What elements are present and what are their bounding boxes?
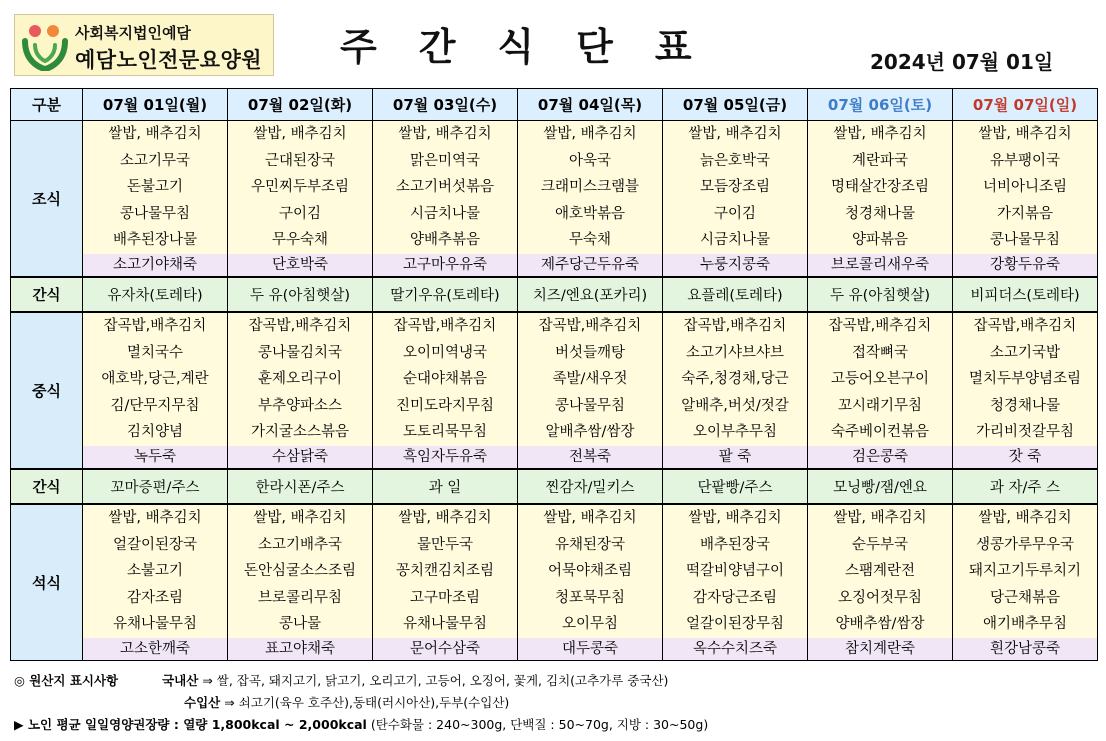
snack-item: 유자차(토레타) bbox=[83, 277, 228, 312]
org-name-line1: 사회복지법인예담 bbox=[75, 24, 191, 42]
menu-item: 도토리묵무침 bbox=[402, 424, 488, 441]
menu-item: 콩나물무침 bbox=[119, 205, 191, 222]
menu-item: 콩나물김치국 bbox=[257, 344, 343, 361]
porridge-item: 고구마우유죽 bbox=[373, 254, 517, 276]
menu-item: 고구마조림 bbox=[409, 589, 481, 606]
breakfast-cell bbox=[373, 121, 518, 277]
menu-item: 오이부추무침 bbox=[692, 424, 778, 441]
menu-item: 숙주,청경채,당근 bbox=[681, 371, 789, 388]
menu-item: 청포묵무침 bbox=[554, 589, 626, 606]
day-header-row bbox=[11, 89, 1098, 121]
lunch-cell bbox=[518, 312, 663, 469]
afternoon-snack-row bbox=[11, 469, 1098, 504]
menu-item: 애호박,당근,계란 bbox=[101, 371, 209, 388]
menu-item: 꼬시래기무침 bbox=[837, 397, 923, 414]
snack-label: 간식 bbox=[11, 277, 83, 312]
menu-item: 쌀밥, 배추김치 bbox=[833, 509, 927, 526]
footer-notes bbox=[14, 670, 1094, 736]
lunch-cell bbox=[228, 312, 373, 469]
menu-item: 숙주베이컨볶음 bbox=[830, 424, 930, 441]
menu-item: 순대야채볶음 bbox=[402, 371, 488, 388]
page-title: 주간식단표 bbox=[340, 25, 734, 69]
menu-item: 배추된장국 bbox=[699, 536, 771, 553]
day-header: 07월 04일(목) bbox=[518, 89, 663, 121]
day-header: 07월 05일(금) bbox=[663, 89, 808, 121]
breakfast-cell bbox=[953, 121, 1098, 277]
lunch-row bbox=[11, 312, 1098, 469]
menu-item: 소고기샤브샤브 bbox=[685, 344, 785, 361]
menu-item: 스팸계란전 bbox=[844, 563, 916, 580]
snack-item: 두 유(아침햇살) bbox=[808, 277, 953, 312]
menu-item: 가지볶음 bbox=[996, 205, 1054, 222]
domestic-label: 국내산 bbox=[162, 673, 199, 688]
breakfast-cell bbox=[518, 121, 663, 277]
menu-item: 배추된장나물 bbox=[112, 232, 198, 249]
lunch-cell bbox=[373, 312, 518, 469]
page-date: 2024년 07월 01일 bbox=[870, 50, 1054, 74]
menu-item: 유채된장국 bbox=[554, 536, 626, 553]
menu-item: 쌀밥, 배추김치 bbox=[253, 126, 347, 142]
menu-item: 쌀밥, 배추김치 bbox=[543, 509, 637, 526]
snack-item: 요플레(토레타) bbox=[663, 277, 808, 312]
menu-item: 쌀밥, 배추김치 bbox=[543, 126, 637, 142]
menu-item: 애호박볶음 bbox=[554, 205, 626, 222]
menu-item: 멸치국수 bbox=[126, 344, 184, 361]
porridge-item: 문어수삼죽 bbox=[373, 638, 517, 660]
menu-item: 가리비젓갈무침 bbox=[975, 424, 1075, 441]
menu-item: 쌀밥, 배추김치 bbox=[108, 509, 202, 526]
dinner-cell bbox=[83, 504, 228, 660]
menu-item: 소고기국밥 bbox=[989, 344, 1061, 361]
menu-item: 생콩가루무우국 bbox=[975, 536, 1075, 553]
menu-item: 돈불고기 bbox=[126, 179, 184, 196]
menu-item: 늙은호박국 bbox=[699, 152, 771, 169]
porridge-item: 제주당근두유죽 bbox=[518, 254, 662, 276]
org-logo-icon bbox=[21, 21, 69, 71]
menu-item: 버섯들깨탕 bbox=[554, 344, 626, 361]
breakfast-cell bbox=[228, 121, 373, 277]
menu-item: 족발/새우젓 bbox=[552, 371, 628, 388]
menu-item: 훈제오리구이 bbox=[257, 371, 343, 388]
menu-item: 진미도라지무침 bbox=[395, 397, 495, 414]
category-header: 구분 bbox=[11, 89, 83, 121]
menu-item: 구이김 bbox=[278, 205, 322, 222]
menu-item: 떡갈비양념구이 bbox=[685, 563, 785, 580]
porridge-item: 강황두유죽 bbox=[953, 254, 1097, 276]
menu-item: 모듬장조림 bbox=[699, 179, 771, 196]
lunch-label: 중식 bbox=[11, 312, 83, 469]
menu-item: 쌀밥, 배추김치 bbox=[398, 126, 492, 142]
porridge-item: 표고야채죽 bbox=[228, 638, 372, 660]
menu-item: 맑은미역국 bbox=[409, 152, 481, 169]
day-header: 07월 02일(화) bbox=[228, 89, 373, 121]
porridge-item: 소고기야채죽 bbox=[83, 254, 227, 276]
snack-item: 딸기우유(토레타) bbox=[373, 277, 518, 312]
menu-item: 구이김 bbox=[713, 205, 757, 222]
origin-domestic-row bbox=[14, 670, 1094, 692]
menu-item: 오이미역냉국 bbox=[402, 344, 488, 361]
menu-item: 잡곡밥,배추김치 bbox=[538, 317, 642, 334]
menu-item: 콩나물무침 bbox=[989, 232, 1061, 249]
dinner-cell bbox=[663, 504, 808, 660]
menu-item: 감자당근조림 bbox=[692, 589, 778, 606]
day-header-sunday: 07월 07일(일) bbox=[953, 89, 1098, 121]
porridge-item: 참치계란죽 bbox=[808, 638, 952, 660]
menu-item: 유부팽이국 bbox=[989, 152, 1061, 169]
menu-item: 우민찌두부조림 bbox=[250, 179, 350, 196]
menu-item: 시금치나물 bbox=[409, 205, 481, 222]
menu-item: 알배추쌈/쌈장 bbox=[545, 424, 635, 441]
breakfast-label: 조식 bbox=[11, 121, 83, 277]
menu-item: 소고기버섯볶음 bbox=[395, 179, 495, 196]
menu-item: 근대된장국 bbox=[264, 152, 336, 169]
porridge-item: 전복죽 bbox=[518, 446, 662, 468]
porridge-item: 녹두죽 bbox=[83, 446, 227, 468]
menu-item: 애기배추무침 bbox=[982, 616, 1068, 633]
import-text: ⇒ 쇠고기(육우 호주산),동태(러시아산),두부(수입산) bbox=[224, 695, 510, 710]
menu-item: 브로콜리무침 bbox=[257, 589, 343, 606]
dinner-label: 석식 bbox=[11, 504, 83, 660]
breakfast-cell bbox=[808, 121, 953, 277]
snack-item: 찐감자/밀키스 bbox=[518, 469, 663, 504]
dinner-cell bbox=[373, 504, 518, 660]
menu-item: 어묵야채조림 bbox=[547, 563, 633, 580]
org-name-line2: 예담노인전문요양원 bbox=[75, 48, 263, 72]
menu-item: 멸치두부양념조림 bbox=[968, 371, 1082, 388]
menu-item: 오징어젓무침 bbox=[837, 589, 923, 606]
menu-item: 무우숙채 bbox=[271, 232, 329, 249]
menu-item: 순두부국 bbox=[851, 536, 909, 553]
day-header: 07월 03일(수) bbox=[373, 89, 518, 121]
menu-item: 접작뼈국 bbox=[851, 344, 909, 361]
breakfast-cell bbox=[663, 121, 808, 277]
menu-item: 쌀밥, 배추김치 bbox=[253, 509, 347, 526]
snack-item: 치즈/엔요(포카리) bbox=[518, 277, 663, 312]
menu-item: 크래미스크램블 bbox=[540, 179, 640, 196]
menu-item: 오이무침 bbox=[561, 616, 619, 633]
menu-item: 소불고기 bbox=[126, 563, 184, 580]
snack-item: 단팥빵/주스 bbox=[663, 469, 808, 504]
menu-item: 물만두국 bbox=[416, 536, 474, 553]
menu-item: 양파볶음 bbox=[851, 232, 909, 249]
porridge-item: 누룽지콩죽 bbox=[663, 254, 807, 276]
menu-item: 아욱국 bbox=[568, 152, 612, 169]
menu-item: 고등어오븐구이 bbox=[830, 371, 930, 388]
menu-item: 부추양파소스 bbox=[257, 397, 343, 414]
menu-item: 청경채나물 bbox=[989, 397, 1061, 414]
lunch-cell bbox=[808, 312, 953, 469]
breakfast-row bbox=[11, 121, 1098, 277]
snack-item: 과 자/주 스 bbox=[953, 469, 1098, 504]
menu-item: 잡곡밥,배추김치 bbox=[828, 317, 932, 334]
menu-item: 얼갈이된장무침 bbox=[685, 616, 785, 633]
menu-item: 잡곡밥,배추김치 bbox=[248, 317, 352, 334]
origin-import-row bbox=[14, 692, 1094, 714]
menu-item: 알배추,버섯/젓갈 bbox=[681, 397, 789, 414]
snack-item: 두 유(아침햇살) bbox=[228, 277, 373, 312]
menu-item: 잡곡밥,배추김치 bbox=[683, 317, 787, 334]
menu-item: 명태살간장조림 bbox=[830, 179, 930, 196]
menu-item: 시금치나물 bbox=[699, 232, 771, 249]
porridge-item: 흰강남콩죽 bbox=[953, 638, 1097, 660]
menu-item: 무숙채 bbox=[568, 232, 612, 249]
menu-item: 돈안심굴소스조림 bbox=[243, 563, 357, 580]
snack-item: 비피더스(토레타) bbox=[953, 277, 1098, 312]
menu-item: 쌀밥, 배추김치 bbox=[978, 509, 1072, 526]
dinner-row bbox=[11, 504, 1098, 660]
menu-item: 쌀밥, 배추김치 bbox=[398, 509, 492, 526]
snack-label: 간식 bbox=[11, 469, 83, 504]
weekly-menu-table bbox=[10, 88, 1098, 661]
menu-item: 청경채나물 bbox=[844, 205, 916, 222]
menu-item: 유채나물무침 bbox=[402, 616, 488, 633]
menu-item: 쌀밥, 배추김치 bbox=[108, 126, 202, 142]
porridge-item: 단호박죽 bbox=[228, 254, 372, 276]
menu-item: 당근채볶음 bbox=[989, 589, 1061, 606]
domestic-text: ⇒ 쌀, 잡곡, 돼지고기, 닭고기, 오리고기, 고등어, 오징어, 꽃게, 김치(고추가루 중국산) bbox=[202, 673, 669, 688]
menu-item: 잡곡밥,배추김치 bbox=[103, 317, 207, 334]
day-header-saturday: 07월 06일(토) bbox=[808, 89, 953, 121]
dinner-cell bbox=[518, 504, 663, 660]
menu-item: 감자조림 bbox=[126, 589, 184, 606]
menu-item: 소고기무국 bbox=[119, 152, 191, 169]
menu-item: 쌀밥, 배추김치 bbox=[978, 126, 1072, 142]
menu-item: 김치양념 bbox=[126, 424, 184, 441]
menu-item: 꽁치캔김치조림 bbox=[395, 563, 495, 580]
menu-item: 가지굴소스볶음 bbox=[250, 424, 350, 441]
import-label: 수입산 bbox=[184, 695, 221, 710]
lunch-cell bbox=[83, 312, 228, 469]
menu-item: 소고기배추국 bbox=[257, 536, 343, 553]
porridge-item: 팥 죽 bbox=[663, 446, 807, 468]
porridge-item: 수삼닭죽 bbox=[228, 446, 372, 468]
menu-item: 쌀밥, 배추김치 bbox=[688, 126, 782, 142]
menu-item: 유채나물무침 bbox=[112, 616, 198, 633]
porridge-item: 브로콜리새우죽 bbox=[808, 254, 952, 276]
menu-item: 쌀밥, 배추김치 bbox=[688, 509, 782, 526]
porridge-item: 고소한깨죽 bbox=[83, 638, 227, 660]
dinner-cell bbox=[953, 504, 1098, 660]
porridge-item: 대두콩죽 bbox=[518, 638, 662, 660]
snack-item: 과 일 bbox=[373, 469, 518, 504]
menu-item: 계란파국 bbox=[851, 152, 909, 169]
nutrition-detail: (탄수화물 : 240~300g, 단백질 : 50~70g, 지방 : 30~50g) bbox=[370, 717, 709, 732]
menu-item: 돼지고기두루치기 bbox=[968, 563, 1082, 580]
menu-item: 콩나물무침 bbox=[554, 397, 626, 414]
snack-item: 한라시폰/주스 bbox=[228, 469, 373, 504]
porridge-item: 옥수수치즈죽 bbox=[663, 638, 807, 660]
morning-snack-row bbox=[11, 277, 1098, 312]
dinner-cell bbox=[808, 504, 953, 660]
dinner-cell bbox=[228, 504, 373, 660]
lunch-cell bbox=[953, 312, 1098, 469]
day-header: 07월 01일(월) bbox=[83, 89, 228, 121]
menu-item: 쌀밥, 배추김치 bbox=[833, 126, 927, 142]
porridge-item: 흑임자두유죽 bbox=[373, 446, 517, 468]
breakfast-cell bbox=[83, 121, 228, 277]
lunch-cell bbox=[663, 312, 808, 469]
snack-item: 모닝빵/잼/엔요 bbox=[808, 469, 953, 504]
menu-item: 너비아니조림 bbox=[982, 179, 1068, 196]
nutrition-row bbox=[14, 714, 1094, 736]
origin-title: ◎ 원산지 표시사항 bbox=[14, 673, 119, 688]
menu-item: 양배추쌈/쌈장 bbox=[835, 616, 925, 633]
menu-item: 잡곡밥,배추김치 bbox=[393, 317, 497, 334]
org-logo-box bbox=[14, 14, 274, 76]
menu-item: 잡곡밥,배추김치 bbox=[973, 317, 1077, 334]
menu-item: 김/단무지무침 bbox=[110, 397, 200, 414]
snack-item: 꼬마증편/주스 bbox=[83, 469, 228, 504]
menu-item: 콩나물 bbox=[278, 616, 322, 633]
menu-item: 얼갈이된장국 bbox=[112, 536, 198, 553]
porridge-item: 검은콩죽 bbox=[808, 446, 952, 468]
nutrition-title: ▶ 노인 평균 일일영양권장량 : 열량 1,800kcal ~ 2,000kcal bbox=[14, 717, 367, 732]
menu-item: 양배추볶음 bbox=[409, 232, 481, 249]
porridge-item: 잣 죽 bbox=[953, 446, 1097, 468]
